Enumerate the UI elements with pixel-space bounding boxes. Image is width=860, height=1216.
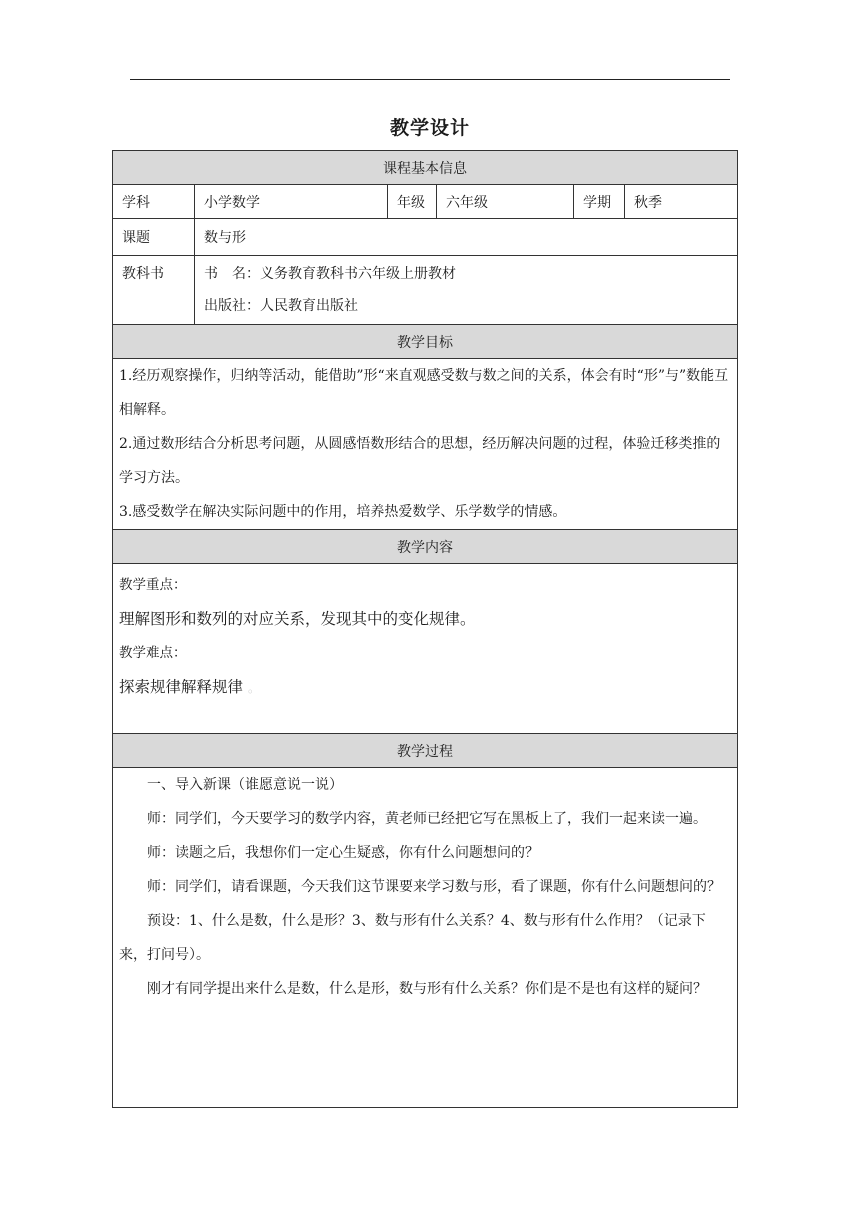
term-label: 学期 bbox=[574, 185, 625, 219]
textbook-label: 教科书 bbox=[113, 256, 195, 325]
content-cell bbox=[113, 564, 738, 734]
section-header-basic-info: 课程基本信息 bbox=[113, 151, 738, 185]
key-point-text: 理解图形和数列的对应关系，发现其中的变化规律。 bbox=[119, 610, 476, 628]
process-paragraph: 师：同学们，今天要学习的数学内容，黄老师已经把它写在黑板上了，我们一起来读一遍。 bbox=[147, 811, 707, 827]
process-paragraph: 预设：1、什么是数，什么是形？3、数与形有什么关系？4、数与形有什么作用？（记录下来，打问号）。 bbox=[119, 913, 706, 963]
goal-item: 3.感受数学在解决实际问题中的作用，培养热爱数学、乐学数学的情感。 bbox=[119, 504, 567, 520]
process-paragraph: 一、导入新课（谁愿意说一说） bbox=[147, 777, 343, 793]
header-rule bbox=[130, 79, 730, 80]
difficult-point bbox=[119, 670, 731, 705]
process-cell bbox=[113, 768, 738, 1108]
publisher: 出版社：人民教育出版社 bbox=[204, 298, 358, 314]
grade-value: 六年级 bbox=[437, 185, 574, 219]
process-paragraph: 刚才有同学提出来什么是数，什么是形，数与形有什么关系？你们是不是也有这样的疑问？ bbox=[147, 981, 707, 997]
difficult-point-trail: 。 bbox=[247, 681, 260, 695]
grade-label: 年级 bbox=[388, 185, 437, 219]
section-header-goals: 教学目标 bbox=[113, 325, 738, 359]
process-paragraph: 师：读题之后，我想你们一定心生疑惑，你有什么问题想问的？ bbox=[147, 845, 539, 861]
difficult-point-label: 教学难点： bbox=[119, 645, 187, 661]
process-paragraph: 师：同学们，请看课题，今天我们这节课要来学习数与形，看了课题，你有什么问题想问的？ bbox=[147, 879, 721, 895]
document-title: 教学设计 bbox=[389, 117, 470, 139]
subject-label: 学科 bbox=[113, 185, 195, 219]
goal-item: 1.经历观察操作，归纳等活动，能借助”形“来直观感受数与数之间的关系，体会有时“形”与”数能互相解释。 bbox=[119, 368, 729, 418]
lesson-plan-table bbox=[112, 150, 738, 1108]
subject-value: 小学数学 bbox=[195, 185, 388, 219]
term-value: 秋季 bbox=[625, 185, 738, 219]
section-header-content: 教学内容 bbox=[113, 530, 738, 564]
textbook-info bbox=[195, 256, 738, 325]
topic-value: 数与形 bbox=[195, 219, 738, 256]
topic-label: 课题 bbox=[113, 219, 195, 256]
book-name: 书 名：义务教育教科书六年级上册教材 bbox=[204, 266, 456, 282]
goal-item: 2.通过数形结合分析思考问题，从圆感悟数形结合的思想，经历解决问题的过程，体验迁移类推的学习方法。 bbox=[119, 436, 721, 486]
goals-cell bbox=[113, 359, 738, 530]
key-point-label: 教学重点： bbox=[119, 577, 187, 593]
difficult-point-text: 探索规律解释规律 bbox=[119, 678, 244, 696]
section-header-process: 教学过程 bbox=[113, 734, 738, 768]
